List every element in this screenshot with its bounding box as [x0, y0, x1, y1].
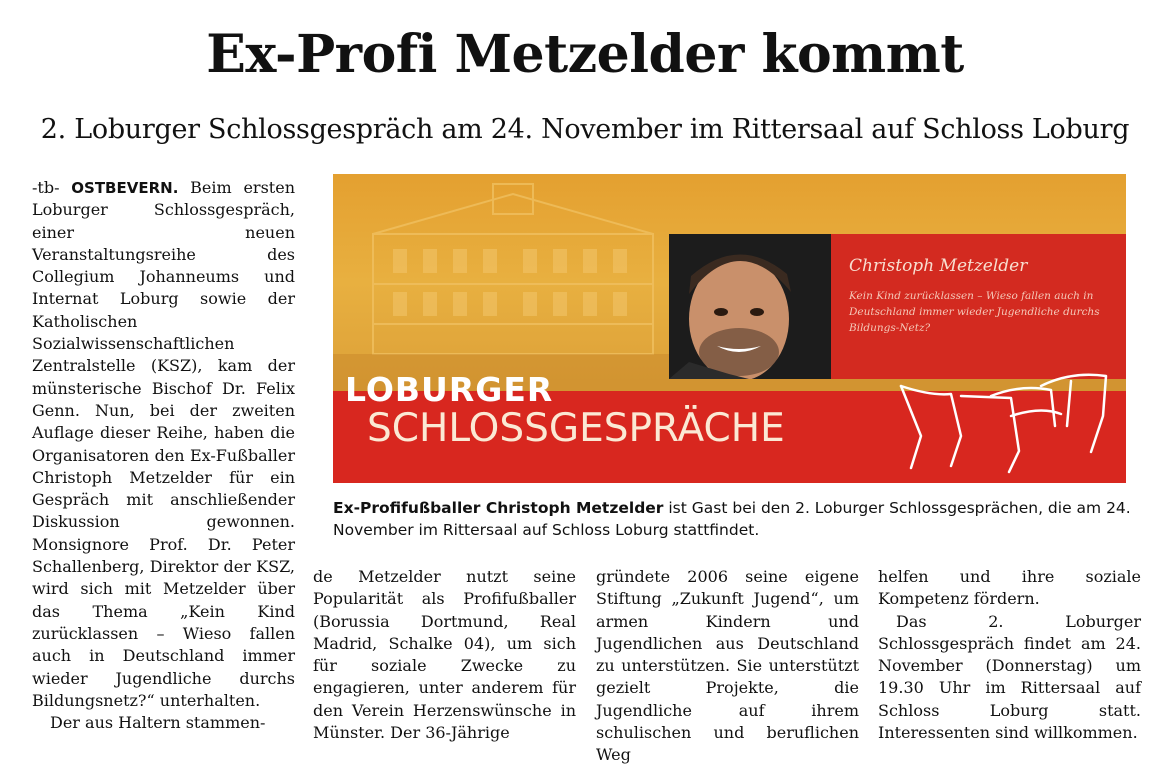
- brand-line-2: SCHLOSSGESPRÄCHE: [367, 406, 785, 451]
- article-lead: [32, 177, 295, 712]
- brand-line-1: LOBURGER: [345, 370, 554, 409]
- caption-text: ist Gast bei den 2. Loburger Schlossgesprächen, die am 24. November im Rittersaal auf Schloss Loburg stattfindet.: [333, 499, 1131, 539]
- paragraph-3: Das 2. Loburger Schlossgespräch findet am 24. November (Donnerstag) um 19.30 Uhr im Rittersaal auf Schloss Loburg statt. Interessenten sind willkommen.: [878, 611, 1141, 743]
- paragraph-2-col3: gründete 2006 seine eigene Stiftung „Zukunft Jugend“, um armen Kindern und Jugendlichen aus Deutschland zu unterstützen. Sie unterstützt gezielt Projekte, die Jugendliche auf ihrem schulischen und beruflichen Weg: [596, 567, 859, 765]
- event-image: [333, 174, 1126, 483]
- paragraph-2-end: helfen und ihre soziale Kompetenz fördern.: [878, 567, 1141, 609]
- article-column-3: [596, 566, 859, 767]
- article-column-4: [878, 566, 1141, 744]
- author-tag: -tb-: [32, 178, 60, 197]
- image-caption: [333, 497, 1133, 541]
- article-column-1: [32, 177, 295, 734]
- caption-bold: Ex-Profifußballer Christoph Metzelder: [333, 499, 664, 517]
- speaker-topic: Kein Kind zurücklassen – Wieso fallen auch in Deutschland immer wieder Jugendliche durchs Bildungs-Netz?: [849, 290, 1100, 334]
- headline: Ex-Profi Metzelder kommt: [206, 24, 964, 85]
- paragraph-2-col2: de Metzelder nutzt seine Popularität als Profifußballer (Borussia Dortmund, Real Madrid, Schalke 04), um sich für soziale Zwecke zu engagieren, unter anderem für den Verein Herzenswünsche in Münster. Der 36-Jährige: [313, 567, 576, 743]
- speaker-name: Christoph Metzelder: [849, 256, 1028, 276]
- chairs-illustration: [891, 356, 1123, 476]
- portrait-photo: [669, 234, 831, 379]
- paragraph-1: Beim ersten Loburger Schlossgespräch, einer neuen Veranstaltungsreihe des Collegium Johanneums und Internat Loburg sowie der Katholischen Sozialwissenschaftlichen Zentralstelle (KSZ), kam der münsterische Bischof Dr. Felix Genn. Nun, bei der zweiten Auflage dieser Reihe, haben die Organisatoren den Ex-Fußballer Christoph Metzelder für ein Gespräch mit anschließender Diskussion gewonnen. Monsignore Prof. Dr. Peter Schallenberg, Direktor der KSZ, wird sich mit Metzelder über das Thema „Kein Kind zurücklassen – Wieso fallen auch in Deutschland immer wieder Jugendliche durchs Bildungsnetz?“ unterhalten.: [32, 178, 295, 710]
- paragraph-2-start: Der aus Haltern stammen-: [50, 713, 266, 733]
- article-column-2: [313, 566, 576, 744]
- subheadline: 2. Loburger Schlossgespräch am 24. November im Rittersaal auf Schloss Loburg: [40, 114, 1130, 145]
- dateline: OSTBEVERN.: [71, 179, 179, 197]
